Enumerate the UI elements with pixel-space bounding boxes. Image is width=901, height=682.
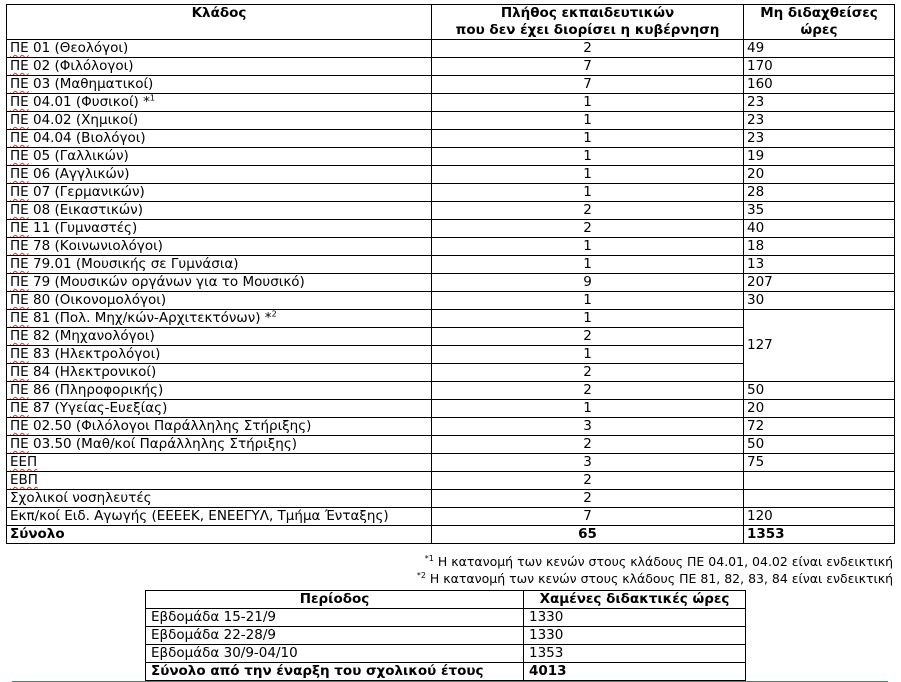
untaught-hours-cell: 207: [744, 274, 895, 292]
table-row: [7, 310, 895, 328]
specialty-cell: [7, 76, 432, 94]
specialty-label: 05 (Γαλλικών): [28, 148, 129, 164]
table-row: [7, 382, 895, 400]
untaught-hours-cell: 160: [744, 76, 895, 94]
period-row: [146, 645, 746, 663]
specialty-cell: [7, 328, 432, 346]
period-total-label: Σύνολο από την έναρξη του σχολικού έτους: [146, 663, 524, 681]
header-specialty: Κλάδος: [7, 5, 432, 40]
teacher-count-cell: 1: [432, 112, 744, 130]
specialty-label: 03.50 (Μαθ/κοί Παράλληλης Στήριξης): [28, 436, 298, 452]
untaught-hours-cell: [744, 490, 895, 508]
specialty-cell: [7, 292, 432, 310]
footnote-2: $^{*2}$ Η κατανομή των κενών στους κλάδους ΠΕ 81, 82, 83, 84 είναι ενδεικτική: [416, 570, 893, 586]
specialty-cell: [7, 94, 432, 112]
teacher-count-cell: 1: [432, 148, 744, 166]
specialty-prefix: ΠΕ: [10, 58, 29, 74]
teacher-count-cell: 7: [432, 76, 744, 94]
teacher-count-cell: 7: [432, 58, 744, 76]
specialty-label: 86 (Πληροφορικής): [28, 382, 164, 398]
teacher-count-cell: 2: [432, 490, 744, 508]
teacher-count-cell: 1: [432, 238, 744, 256]
teacher-count-cell: 1: [432, 130, 744, 148]
period-cell: Εβδομάδα 30/9-04/10: [146, 645, 524, 663]
specialty-label: 81 (Πολ. Μηχ/κών-Αρχιτεκτόνων) *: [28, 310, 272, 326]
specialty-prefix: ΠΕ: [10, 436, 29, 452]
header-period: Περίοδος: [146, 591, 524, 609]
table-row: [7, 238, 895, 256]
untaught-hours-cell: 23: [744, 130, 895, 148]
specialty-prefix: ΠΕ: [10, 382, 29, 398]
specialty-cell: [7, 130, 432, 148]
teacher-count-cell: 2: [432, 472, 744, 490]
specialty-prefix: ΠΕ: [10, 238, 29, 254]
specialty-label: Σχολικοί νοσηλευτές: [10, 490, 152, 506]
table-row: [7, 220, 895, 238]
period-total-row: [146, 663, 746, 681]
table-row: [7, 130, 895, 148]
footnote-marker: 1: [149, 93, 155, 103]
specialty-label: 04.04 (Βιολόγοι): [28, 130, 146, 146]
table-row: [7, 490, 895, 508]
specialty-cell: [7, 238, 432, 256]
table-row: [7, 436, 895, 454]
specialty-cell: [7, 454, 432, 472]
untaught-hours-cell: 13: [744, 256, 895, 274]
specialty-prefix: ΠΕ: [10, 130, 29, 146]
specialty-cell: [7, 40, 432, 58]
untaught-hours-cell: 40: [744, 220, 895, 238]
specialty-prefix: ΠΕ: [10, 220, 29, 236]
teacher-count-cell: 1: [432, 310, 744, 328]
total-label: Σύνολο: [7, 526, 432, 544]
untaught-hours-cell: 30: [744, 292, 895, 310]
table-row: [7, 202, 895, 220]
table-row: [7, 472, 895, 490]
table-row: [7, 94, 895, 112]
teacher-count-cell: 2: [432, 382, 744, 400]
specialty-prefix: ΠΕ: [10, 166, 29, 182]
untaught-hours-cell: 23: [744, 112, 895, 130]
teacher-count-cell: 3: [432, 418, 744, 436]
specialty-prefix: ΕΒΠ: [10, 472, 38, 488]
specialty-prefix: ΠΕ: [10, 40, 29, 56]
teacher-count-cell: 2: [432, 364, 744, 382]
teacher-count-cell: 2: [432, 220, 744, 238]
specialty-prefix: ΠΕ: [10, 256, 29, 272]
footnote-1: $^{*1}$ Η κατανομή των κενών στους κλάδους ΠΕ 04.01, 04.02 είναι ενδεικτική: [424, 553, 893, 569]
specialty-label: 02.50 (Φιλόλογοι Παράλληλης Στήριξης): [28, 418, 312, 434]
specialty-label: 02 (Φιλόλογοι): [28, 58, 134, 74]
specialty-cell: [7, 256, 432, 274]
lost-hours-cell: 1330: [524, 627, 746, 645]
lost-hours-cell: 1353: [524, 645, 746, 663]
untaught-hours-cell: 28: [744, 184, 895, 202]
teacher-count-cell: 1: [432, 256, 744, 274]
total-count: 65: [432, 526, 744, 544]
period-cell: Εβδομάδα 15-21/9: [146, 609, 524, 627]
header-lost-hours: Χαμένες διδακτικές ώρες: [524, 591, 746, 609]
untaught-hours-cell: 20: [744, 166, 895, 184]
teacher-count-cell: 1: [432, 184, 744, 202]
table-row: [7, 274, 895, 292]
untaught-hours-cell: 50: [744, 436, 895, 454]
table-row: [7, 40, 895, 58]
specialty-prefix: ΠΕ: [10, 148, 29, 164]
teacher-count-cell: 1: [432, 94, 744, 112]
teacher-count-cell: 3: [432, 454, 744, 472]
table-row: [7, 184, 895, 202]
table-row: [7, 418, 895, 436]
teacher-count-cell: 2: [432, 202, 744, 220]
specialty-prefix: ΠΕ: [10, 94, 29, 110]
teacher-count-cell: 1: [432, 292, 744, 310]
specialty-cell: [7, 274, 432, 292]
untaught-hours-cell: 127: [744, 310, 895, 382]
specialty-label: 80 (Οικονομολόγοι): [28, 292, 167, 308]
specialty-prefix: ΠΕ: [10, 202, 29, 218]
untaught-hours-cell: 35: [744, 202, 895, 220]
specialty-cell: [7, 202, 432, 220]
header-teacher-count: Πλήθος εκπαιδευτικών που δεν έχει διορίσει η κυβέρνηση: [432, 5, 744, 40]
specialty-cell: [7, 382, 432, 400]
period-row: [146, 627, 746, 645]
specialty-label: 78 (Κοινωνιολόγοι): [28, 238, 163, 254]
specialty-cell: [7, 166, 432, 184]
header-untaught-hours: Μη διδαχθείσες ώρες: [744, 5, 895, 40]
specialty-prefix: ΕΕΠ: [10, 454, 38, 470]
specialty-label: 03 (Μαθηματικοί): [28, 76, 154, 92]
teacher-count-cell: 7: [432, 508, 744, 526]
period-row: [146, 609, 746, 627]
table-row: [7, 166, 895, 184]
specialty-label: 11 (Γυμναστές): [28, 220, 138, 236]
specialty-cell: [7, 490, 432, 508]
specialty-cell: [7, 112, 432, 130]
untaught-hours-cell: 170: [744, 58, 895, 76]
total-row: [7, 526, 895, 544]
specialty-prefix: ΠΕ: [10, 274, 29, 290]
specialty-prefix: ΠΕ: [10, 292, 29, 308]
lost-hours-table: [145, 590, 746, 681]
table-row: [7, 256, 895, 274]
untaught-hours-cell: 19: [744, 148, 895, 166]
specialty-label: 08 (Εικαστικών): [28, 202, 143, 218]
period-total-hours: 4013: [524, 663, 746, 681]
untaught-hours-cell: 23: [744, 94, 895, 112]
specialty-prefix: ΠΕ: [10, 418, 29, 434]
specialty-prefix: ΠΕ: [10, 310, 29, 326]
specialty-label: 87 (Υγείας-Ευεξίας): [28, 400, 168, 416]
untaught-hours-cell: [744, 472, 895, 490]
specialty-prefix: ΠΕ: [10, 346, 29, 362]
table-row: [7, 400, 895, 418]
untaught-hours-cell: 75: [744, 454, 895, 472]
table-row: [7, 292, 895, 310]
specialty-prefix: ΠΕ: [10, 364, 29, 380]
specialty-cell: [7, 364, 432, 382]
table-header-row: [7, 5, 895, 40]
specialty-label: 01 (Θεολόγοι): [28, 40, 129, 56]
specialty-label: 84 (Ηλεκτρονικοί): [28, 364, 157, 380]
table-row: [7, 148, 895, 166]
teacher-count-cell: 1: [432, 400, 744, 418]
table-row: [7, 112, 895, 130]
teachers-table: [6, 4, 895, 544]
period-cell: Εβδομάδα 22-28/9: [146, 627, 524, 645]
specialty-label: 04.02 (Χημικοί): [28, 112, 139, 128]
lost-hours-cell: 1330: [524, 609, 746, 627]
specialty-cell: [7, 148, 432, 166]
teacher-count-cell: 9: [432, 274, 744, 292]
total-hours: 1353: [744, 526, 895, 544]
table-row: [7, 508, 895, 526]
specialty-cell: [7, 58, 432, 76]
teacher-count-cell: 1: [432, 166, 744, 184]
untaught-hours-cell: 18: [744, 238, 895, 256]
specialty-prefix: ΠΕ: [10, 112, 29, 128]
untaught-hours-cell: 20: [744, 400, 895, 418]
teacher-count-cell: 2: [432, 436, 744, 454]
specialty-label: 83 (Ηλεκτρολόγοι): [28, 346, 161, 362]
specialty-label: 07 (Γερμανικών): [28, 184, 145, 200]
specialty-cell: [7, 184, 432, 202]
specialty-cell: [7, 418, 432, 436]
teacher-count-cell: 1: [432, 346, 744, 364]
specialty-prefix: ΠΕ: [10, 400, 29, 416]
specialty-prefix: ΠΕ: [10, 184, 29, 200]
table-row: [7, 454, 895, 472]
specialty-label: 79 (Μουσικών οργάνων για το Μουσικό): [28, 274, 305, 290]
specialty-cell: [7, 220, 432, 238]
specialty-cell: [7, 508, 432, 526]
untaught-hours-cell: 49: [744, 40, 895, 58]
specialty-cell: [7, 310, 432, 328]
untaught-hours-cell: 50: [744, 382, 895, 400]
specialty-cell: [7, 346, 432, 364]
specialty-label: 06 (Αγγλικών): [28, 166, 130, 182]
specialty-cell: [7, 472, 432, 490]
footnote-marker: 2: [271, 309, 277, 319]
period-header-row: [146, 591, 746, 609]
specialty-label: 04.01 (Φυσικοί) *: [28, 94, 150, 110]
specialty-label: 79.01 (Μουσικής σε Γυμνάσια): [28, 256, 239, 272]
teacher-count-cell: 2: [432, 328, 744, 346]
specialty-prefix: ΠΕ: [10, 76, 29, 92]
specialty-label: 82 (Μηχανολόγοι): [28, 328, 155, 344]
specialty-cell: [7, 400, 432, 418]
cropped-text-line: [6, 0, 901, 3]
table-row: [7, 76, 895, 94]
table-row: [7, 58, 895, 76]
specialty-cell: [7, 436, 432, 454]
untaught-hours-cell: 72: [744, 418, 895, 436]
specialty-prefix: ΠΕ: [10, 328, 29, 344]
untaught-hours-cell: 120: [744, 508, 895, 526]
teacher-count-cell: 2: [432, 40, 744, 58]
specialty-label: Εκπ/κοί Ειδ. Αγωγής (ΕΕΕΕΚ, ΕΝΕΕΓΥΛ, Τμήμα Ένταξης): [10, 508, 389, 524]
